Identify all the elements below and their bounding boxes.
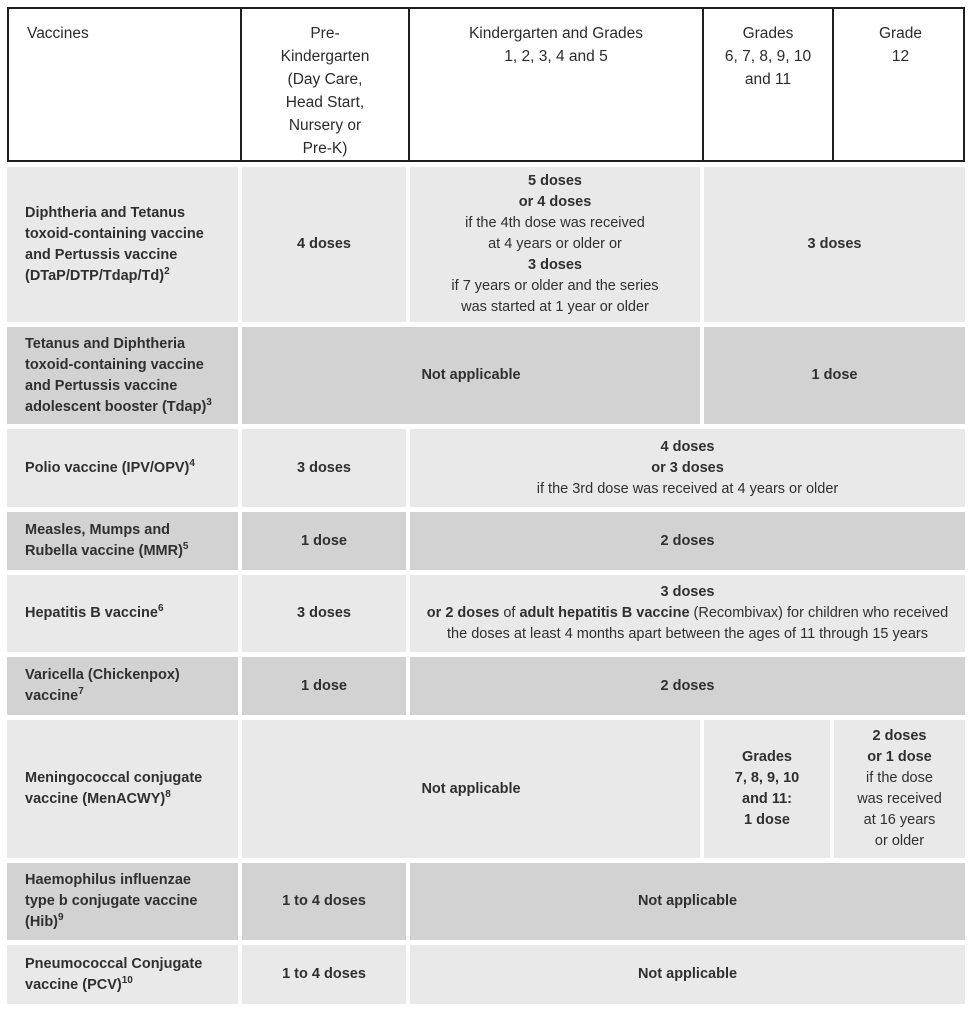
table-row-hib [7,863,965,940]
table-header-row [7,7,965,162]
hepb-prek-doses: 3 doses [242,575,406,652]
polio-k12-doses: 4 doses or 3 doses if the 3rd dose was received at 4 years or older [410,429,965,507]
vaccine-name-hepb: Hepatitis B vaccine$^6$ [7,575,238,652]
table-row-tdap-booster [7,327,965,424]
hib-k12-value: Not applicable [410,863,965,940]
hib-prek-doses: 1 to 4 doses [242,863,406,940]
mmr-prek-doses: 1 dose [242,512,406,570]
table-row-menacwy [7,720,965,858]
table-row-dtap [7,167,965,322]
vaccine-name-hib: Haemophilus influenzae type b conjugate vaccine (Hib)$^9$ [7,863,238,940]
dtap-grades6-12-doses: 3 doses [704,167,965,322]
pcv-prek-doses: 1 to 4 doses [242,945,406,1004]
vaccine-name-mmr: Measles, Mumps and Rubella vaccine (MMR)$^5$ [7,512,238,570]
header-grade-12: Grade 12 [878,25,923,65]
table-row-hepb [7,575,965,652]
mmr-k12-doses: 2 doses [410,512,965,570]
dtap-prek-doses: 4 doses [242,167,406,322]
vaccine-name-varicella: Varicella (Chickenpox) vaccine$^7$ [7,657,238,715]
varicella-prek-doses: 1 dose [242,657,406,715]
table-row-mmr [7,512,965,570]
polio-prek-doses: 3 doses [242,429,406,507]
table-row-pcv [7,945,965,1004]
vaccine-name-tdap-booster: Tetanus and Diphtheria toxoid-containing vaccine and Pertussis vaccine adolescent booster (Tdap)$^3$ [7,327,238,424]
table-row-polio [7,429,965,507]
tdap-grades6-12-doses: 1 dose [704,327,965,424]
header-vaccines: Vaccines [9,9,242,160]
vaccine-name-dtap: Diphtheria and Tetanus toxoid-containing vaccine and Pertussis vaccine (DTaP/DTP/Tdap/Td)$^2$ [7,167,238,322]
vaccine-name-pcv: Pneumococcal Conjugate vaccine (PCV)$^{10}$ [7,945,238,1004]
menacwy-grade12-doses: 2 doses or 1 dose if the dose was received at 16 years or older [834,720,965,858]
header-pre-kindergarten: Pre- Kindergarten (Day Care, Head Start, Nursery or Pre-K) [242,9,410,160]
varicella-k12-doses: 2 doses [410,657,965,715]
vaccine-name-polio: Polio vaccine $(IPV/OPV)^4$ [7,429,238,507]
header-grades-6-11: Grades 6, 7, 8, 9, 10 and 11 [704,9,834,160]
dtap-k5-doses: 5 doses or 4 doses if the 4th dose was received at 4 years or older or 3 doses if 7 years or older and the series was started at 1 year or older [410,167,700,322]
pcv-k12-value: Not applicable [410,945,965,1004]
hepb-k12-doses: 3 doses or 2 doses of adult hepatitis B vaccine (Recombivax) for children who received the doses at least 4 months apart between the ages of 11 through 15 years [410,575,965,652]
vaccine-requirements-table [7,7,965,1009]
menacwy-grades6-11-doses: Grades 7, 8, 9, 10 and 11: 1 dose [704,720,830,858]
vaccine-name-menacwy: Meningococcal conjugate vaccine (MenACWY)$^8$ [7,720,238,858]
tdap-prek-k5-value: Not applicable [242,327,700,424]
menacwy-prek-k5-value: Not applicable [242,720,700,858]
table-row-varicella [7,657,965,715]
header-kindergarten-grades-1-5: Kindergarten and Grades 1, 2, 3, 4 and 5 [410,9,704,160]
